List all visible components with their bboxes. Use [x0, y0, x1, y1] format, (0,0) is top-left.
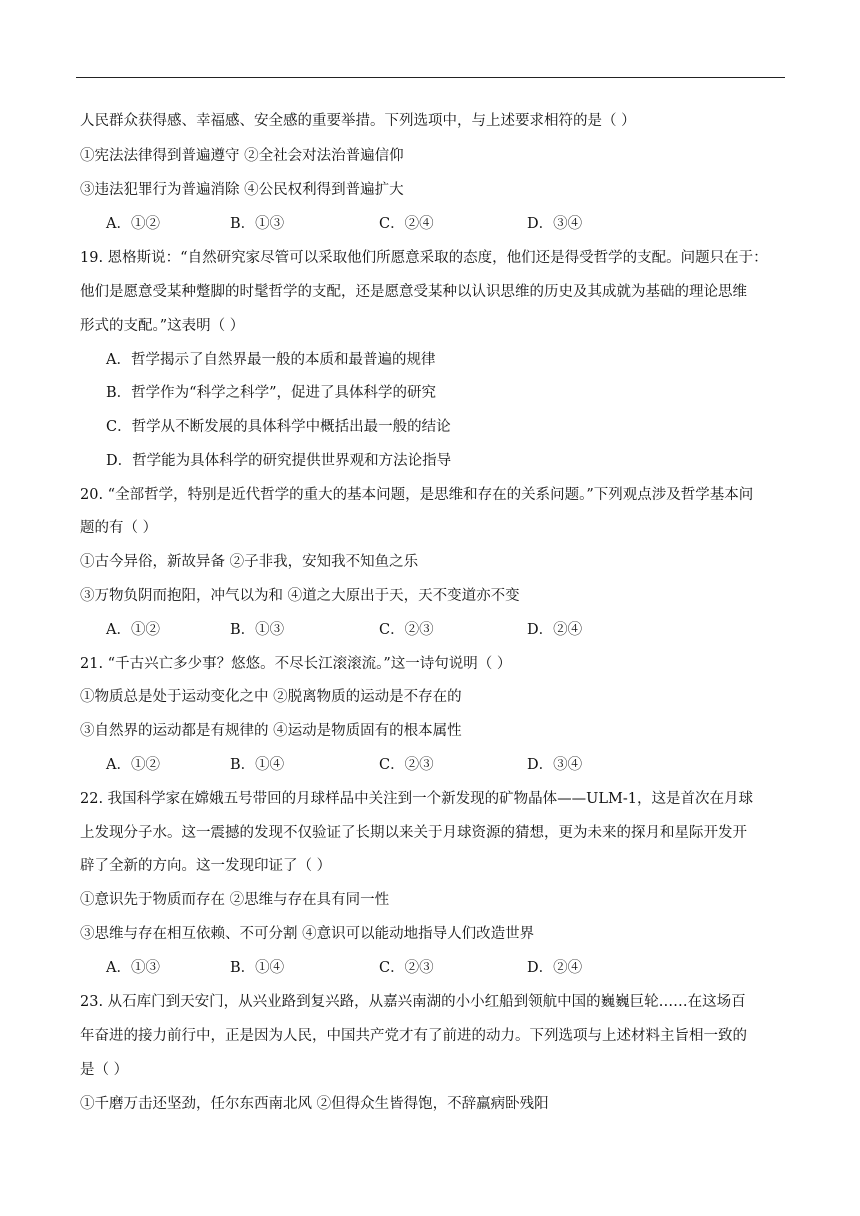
q18-item-line: ①宪法法律得到普遍遵守 ②全社会对法治普遍信仰 — [80, 148, 404, 164]
option-a[interactable]: A．①② — [106, 757, 160, 773]
q19-stem-line: 他们是愿意受某种蹩脚的时髦哲学的支配，还是愿意受某种以认识思维的历史及其成就为基础的理论思维 — [80, 284, 747, 300]
q20-stem-line: 题的有（ ） — [80, 520, 158, 536]
option-c[interactable]: C．②③ — [379, 960, 434, 976]
q19-option-a[interactable]: A．哲学揭示了自然界最一般的本质和最普遍的规律 — [106, 352, 436, 368]
q21-item-line: ①物质总是处于运动变化之中 ②脱离物质的运动是不存在的 — [80, 689, 462, 705]
q19-option-d[interactable]: D．哲学能为具体科学的研究提供世界观和方法论指导 — [106, 453, 452, 469]
option-c[interactable]: C．②③ — [379, 622, 434, 638]
header-rule — [76, 77, 785, 78]
q21-item-line: ③自然界的运动都是有规律的 ④运动是物质固有的根本属性 — [80, 723, 462, 739]
option-b[interactable]: B．①④ — [230, 960, 285, 976]
q22-item-line: ③思维与存在相互依赖、不可分割 ④意识可以能动地指导人们改造世界 — [80, 926, 535, 942]
option-d[interactable]: D．③④ — [527, 757, 583, 773]
option-d[interactable]: D．②④ — [527, 622, 583, 638]
option-b[interactable]: B．①③ — [230, 622, 285, 638]
q18-item-line: ③违法犯罪行为普遍消除 ④公民权利得到普遍扩大 — [80, 182, 404, 198]
q20-item-line: ①古今异俗，新故异备 ②子非我，安知我不知鱼之乐 — [80, 554, 419, 570]
q19-stem-line: 19. 恩格斯说：“自然研究家尽管可以采取他们所愿意采取的态度，他们还是得受哲学的支配。问题只在于： — [80, 250, 768, 266]
option-a[interactable]: A．①③ — [106, 960, 160, 976]
q22-stem-line: 上发现分子水。这一震撼的发现不仅验证了长期以来关于月球资源的猜想，更为未来的探月和星际开发开 — [80, 825, 747, 841]
option-a[interactable]: A．①② — [106, 622, 160, 638]
option-b[interactable]: B．①④ — [230, 757, 285, 773]
q22-item-line: ①意识先于物质而存在 ②思维与存在具有同一性 — [80, 892, 390, 908]
q22-stem-line: 22. 我国科学家在嫦娥五号带回的月球样品中关注到一个新发现的矿物晶体——ULM-1，这是首次在月球 — [80, 791, 753, 807]
q18-stem-line: 人民群众获得感、幸福感、安全感的重要举措。下列选项中，与上述要求相符的是（ ） — [80, 113, 636, 129]
q23-item-line: ①千磨万击还坚劲，任尔东西南北风 ②但得众生皆得饱，不辞羸病卧残阳 — [80, 1096, 549, 1112]
q23-stem-line: 年奋进的接力前行中，正是因为人民，中国共产党才有了前进的动力。下列选项与上述材料主旨相一致的 — [80, 1028, 747, 1044]
option-c[interactable]: C．②③ — [379, 757, 434, 773]
option-c[interactable]: C．②④ — [379, 216, 434, 232]
q20-item-line: ③万物负阴而抱阳，冲气以为和 ④道之大原出于天，天不变道亦不变 — [80, 588, 520, 604]
q19-option-b[interactable]: B．哲学作为“科学之科学”，促进了具体科学的研究 — [106, 385, 436, 401]
q23-stem-line: 23. 从石库门到天安门，从兴业路到复兴路，从嘉兴南湖的小小红船到领航中国的巍巍巨轮……在这场百 — [80, 994, 746, 1010]
option-d[interactable]: D．③④ — [527, 216, 583, 232]
q21-stem-line: 21. “千古兴亡多少事？悠悠。不尽长江滚滚流。”这一诗句说明（ ） — [80, 656, 512, 672]
q20-stem-line: 20. “全部哲学，特别是近代哲学的重大的基本问题，是思维和存在的关系问题。”下列观点涉及哲学基本问 — [80, 487, 754, 503]
q23-stem-line: 是（ ） — [80, 1062, 129, 1078]
option-b[interactable]: B．①③ — [230, 216, 285, 232]
q22-stem-line: 辟了全新的方向。这一发现印证了（ ） — [80, 858, 332, 874]
option-a[interactable]: A．①② — [106, 216, 160, 232]
q19-stem-line: 形式的支配。”这表明（ ） — [80, 318, 245, 334]
q19-option-c[interactable]: C．哲学从不断发展的具体科学中概括出最一般的结论 — [106, 419, 451, 435]
option-d[interactable]: D．②④ — [527, 960, 583, 976]
